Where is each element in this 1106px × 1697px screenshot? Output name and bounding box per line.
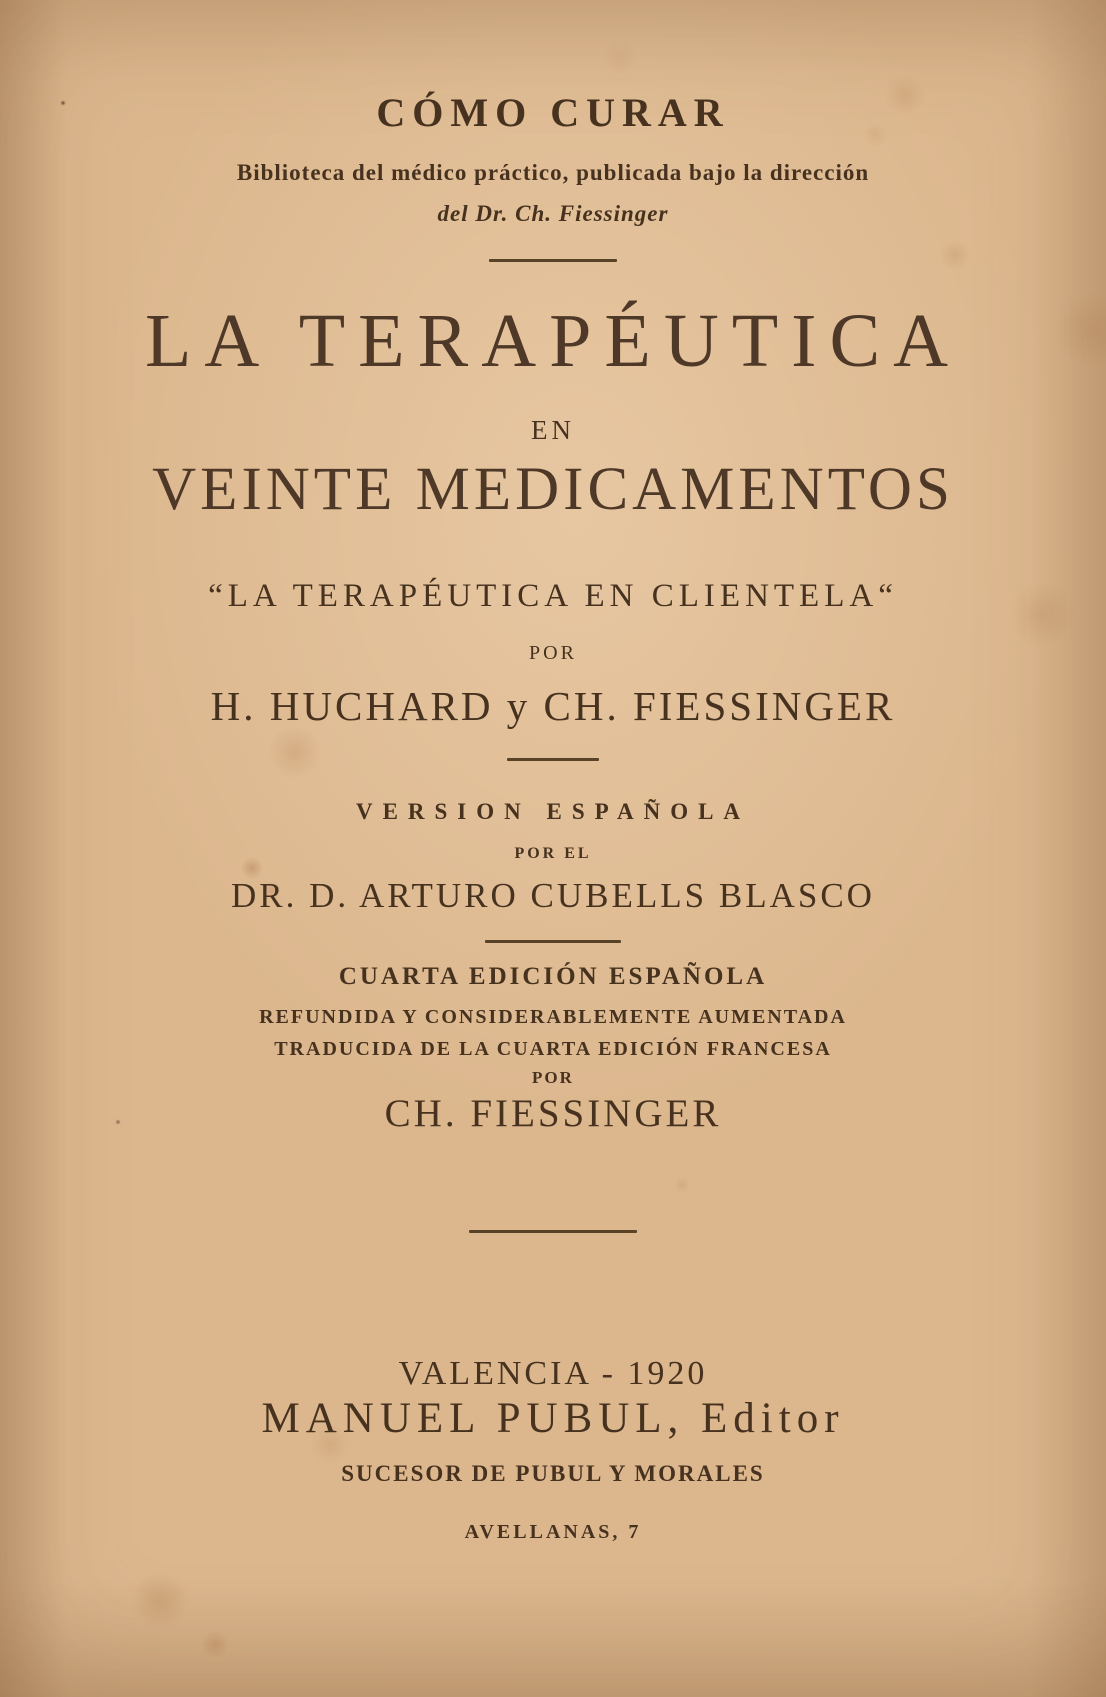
series-subtitle-line1: Biblioteca del médico práctico, publicada bajo la dirección xyxy=(236,160,870,185)
imprint-address: AVELLANAS, 7 xyxy=(464,1521,642,1543)
main-title-connector: EN xyxy=(531,415,575,445)
imprint-city-year: VALENCIA - 1920 xyxy=(398,1355,708,1392)
spanish-version-label: VERSION ESPAÑOLA xyxy=(355,799,751,824)
main-title-line2: VEINTE MEDICAMENTOS xyxy=(152,456,954,523)
alternate-title: “LA TERAPÉUTICA EN CLIENTELA“ xyxy=(208,578,898,614)
edition-editor-name: CH. FIESSINGER xyxy=(384,1092,722,1135)
divider xyxy=(485,940,621,943)
translator-name: DR. D. ARTURO CUBELLS BLASCO xyxy=(231,876,875,915)
divider xyxy=(507,758,599,761)
imprint-successor-line: SUCESOR DE PUBUL Y MORALES xyxy=(341,1461,765,1486)
series-title: CÓMO CURAR xyxy=(376,90,730,135)
edition-note-line1: REFUNDIDA Y CONSIDERABLEMENTE AUMENTADA xyxy=(259,1006,847,1028)
imprint-publisher: MANUEL PUBUL, Editor xyxy=(261,1395,845,1442)
divider xyxy=(469,1230,637,1233)
edition-note-line2: TRADUCIDA DE LA CUARTA EDICIÓN FRANCESA xyxy=(274,1038,832,1060)
author-names: H. HUCHARD y CH. FIESSINGER xyxy=(210,683,896,729)
edition-by-label: POR xyxy=(532,1068,574,1087)
divider xyxy=(489,259,617,262)
byline-label: POR xyxy=(529,642,577,664)
translated-by-label: POR EL xyxy=(514,845,592,862)
series-subtitle-line2: del Dr. Ch. Fiessinger xyxy=(437,201,669,226)
edition-title: CUARTA EDICIÓN ESPAÑOLA xyxy=(338,963,768,990)
main-title-line1: LA TERAPÉUTICA xyxy=(144,299,962,383)
